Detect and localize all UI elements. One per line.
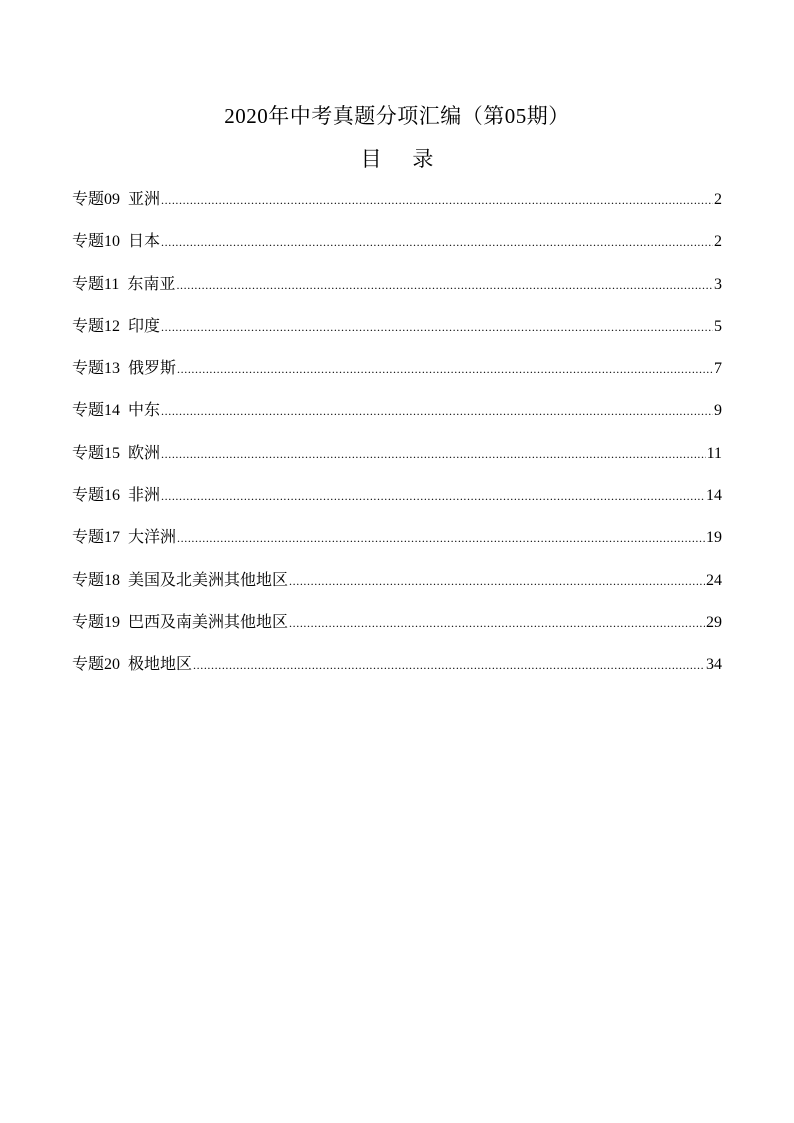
toc-entry-page: 34 (706, 656, 722, 674)
toc-entry-title: 亚洲 (128, 191, 161, 208)
toc-dot-leader (161, 448, 706, 460)
toc-entry[interactable] (72, 188, 722, 230)
toc-entry-page: 5 (714, 317, 722, 335)
toc-entry[interactable] (72, 569, 722, 611)
toc-entry-number: 专题17 (72, 529, 121, 547)
toc-entry-number: 专题12 (72, 317, 121, 335)
toc-entry-page: 29 (706, 613, 722, 631)
document-title: 2020年中考真题分项汇编（第05期） (224, 104, 570, 128)
toc-dot-leader (289, 617, 705, 629)
toc-entry-number: 专题11 (72, 275, 120, 293)
toc-entry-number: 专题10 (72, 233, 121, 251)
toc-entry-title: 印度 (128, 317, 161, 335)
toc-entry-number: 专题20 (72, 656, 121, 674)
toc-entry-page: 14 (706, 487, 722, 505)
table-of-contents (72, 188, 722, 696)
toc-entry-number: 专题16 (72, 487, 121, 505)
toc-entry-title: 东南亚 (127, 275, 176, 293)
toc-entry-page: 2 (714, 233, 722, 251)
toc-entry-page: 24 (706, 571, 722, 589)
toc-entry[interactable] (72, 484, 722, 526)
toc-entry-title: 欧洲 (128, 444, 161, 462)
toc-heading: 目 录 (360, 147, 446, 171)
toc-dot-leader (289, 575, 705, 587)
toc-entry[interactable] (72, 526, 722, 568)
toc-entry[interactable] (72, 611, 722, 653)
toc-entry[interactable] (72, 357, 722, 399)
toc-entry[interactable] (72, 315, 722, 357)
toc-dot-leader (161, 405, 713, 417)
toc-dot-leader (177, 363, 713, 375)
toc-entry-number: 专题15 (72, 444, 121, 462)
toc-entry-page: 19 (706, 529, 722, 547)
toc-entry-title: 美国及北美洲其他地区 (128, 571, 289, 589)
toc-entry-number: 专题18 (72, 571, 121, 589)
toc-entry-title: 中东 (128, 402, 161, 420)
toc-entry[interactable] (72, 273, 722, 315)
toc-entry-title: 日本 (128, 233, 161, 251)
toc-entry[interactable] (72, 230, 722, 272)
toc-entry[interactable] (72, 442, 722, 484)
toc-entry-number: 专题19 (72, 613, 121, 631)
toc-dot-leader (161, 490, 705, 502)
toc-entry-page: 11 (706, 444, 722, 462)
toc-dot-leader (176, 279, 713, 291)
toc-entry[interactable] (72, 653, 722, 695)
toc-entry-title: 俄罗斯 (128, 360, 177, 378)
toc-dot-leader (177, 532, 705, 544)
toc-entry-title: 大洋洲 (128, 529, 177, 547)
toc-entry-title: 巴西及南美洲其他地区 (128, 613, 289, 631)
toc-entry-number: 专题09 (72, 191, 121, 208)
toc-entry-number: 专题14 (72, 402, 121, 420)
toc-entry-page: 7 (714, 360, 722, 378)
toc-entry-page: 3 (714, 275, 722, 293)
toc-dot-leader (161, 194, 713, 206)
toc-entry-page: 2 (714, 191, 722, 208)
toc-dot-leader (161, 321, 713, 333)
toc-dot-leader (193, 659, 705, 671)
toc-entry-number: 专题13 (72, 360, 121, 378)
toc-entry-title: 非洲 (128, 487, 161, 505)
toc-entry[interactable] (72, 399, 722, 441)
toc-dot-leader (161, 236, 713, 248)
toc-entry-title: 极地地区 (128, 656, 193, 674)
toc-entry-page: 9 (714, 402, 722, 420)
